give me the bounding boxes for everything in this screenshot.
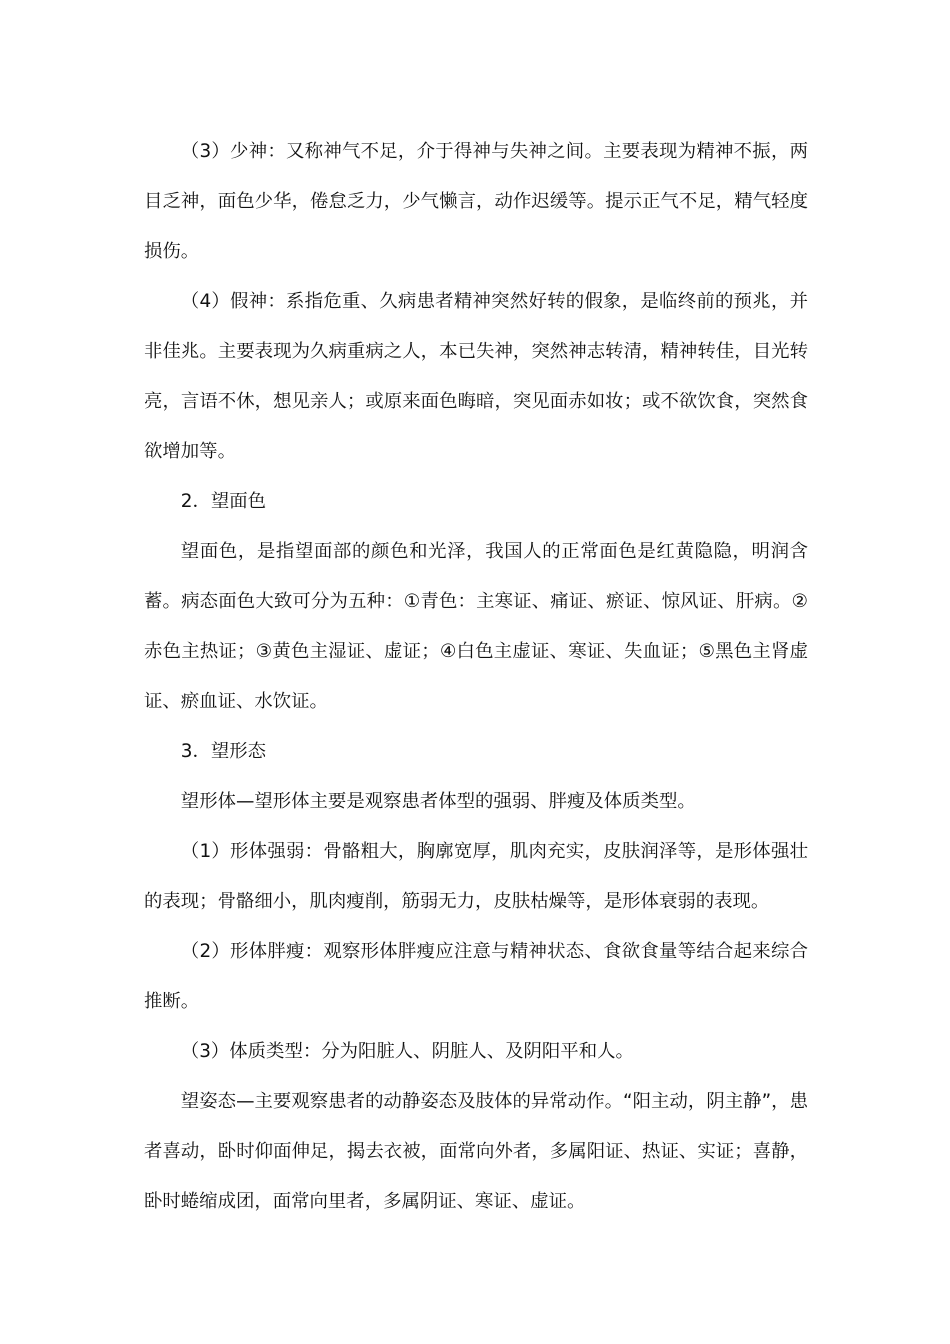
paragraph-shaoshen: （3）少神：又称神气不足，介于得神与失神之间。主要表现为精神不振，两目乏神，面色少华，倦怠乏力，少气懒言，动作迟缓等。提示正气不足，精气轻度损伤。	[144, 141, 808, 262]
heading-wangxingtai: 3．望形态	[180, 741, 267, 762]
paragraph-wangxingti: 望形体—望形体主要是观察患者体型的强弱、胖瘦及体质类型。	[180, 791, 696, 812]
paragraph-xingti-pangshou: （2）形体胖瘦：观察形体胖瘦应注意与精神状态、食欲食量等结合起来综合推断。	[144, 941, 808, 1012]
paragraph-tizhi-leixing: （3）体质类型：分为阳脏人、阴脏人、及阴阳平和人。	[180, 1041, 634, 1062]
paragraph-wangmianse: 望面色，是指望面部的颜色和光泽，我国人的正常面色是红黄隐隐，明润含蓄。病态面色大致可分为五种：①青色：主寒证、痛证、瘀证、惊风证、肝病。②赤色主热证；③黄色主湿证、虚证；④白色主虚证、寒证、失血证；⑤黑色主肾虚证、瘀血证、水饮证。	[144, 541, 808, 712]
paragraph-wangzitai: 望姿态—主要观察患者的动静姿态及肢体的异常动作。“阳主动，阴主静”，患者喜动，卧时仰面伸足，揭去衣被，面常向外者，多属阳证、热证、实证；喜静，卧时蜷缩成团，面常向里者，多属阴证、寒证、虚证。	[144, 1091, 808, 1212]
paragraph-jiashen: （4）假神：系指危重、久病患者精神突然好转的假象，是临终前的预兆，并非佳兆。主要表现为久病重病之人，本已失神，突然神志转清，精神转佳，目光转亮，言语不休，想见亲人；或原来面色晦暗，突见面赤如妆；或不欲饮食，突然食欲增加等。	[144, 291, 808, 462]
document-body	[144, 127, 808, 1227]
paragraph-xingti-qiangruo: （1）形体强弱：骨骼粗大，胸廓宽厚，肌肉充实，皮肤润泽等，是形体强壮的表现；骨骼细小，肌肉瘦削，筋弱无力，皮肤枯燥等，是形体衰弱的表现。	[144, 841, 808, 912]
heading-wangmianse: 2．望面色	[180, 491, 267, 512]
